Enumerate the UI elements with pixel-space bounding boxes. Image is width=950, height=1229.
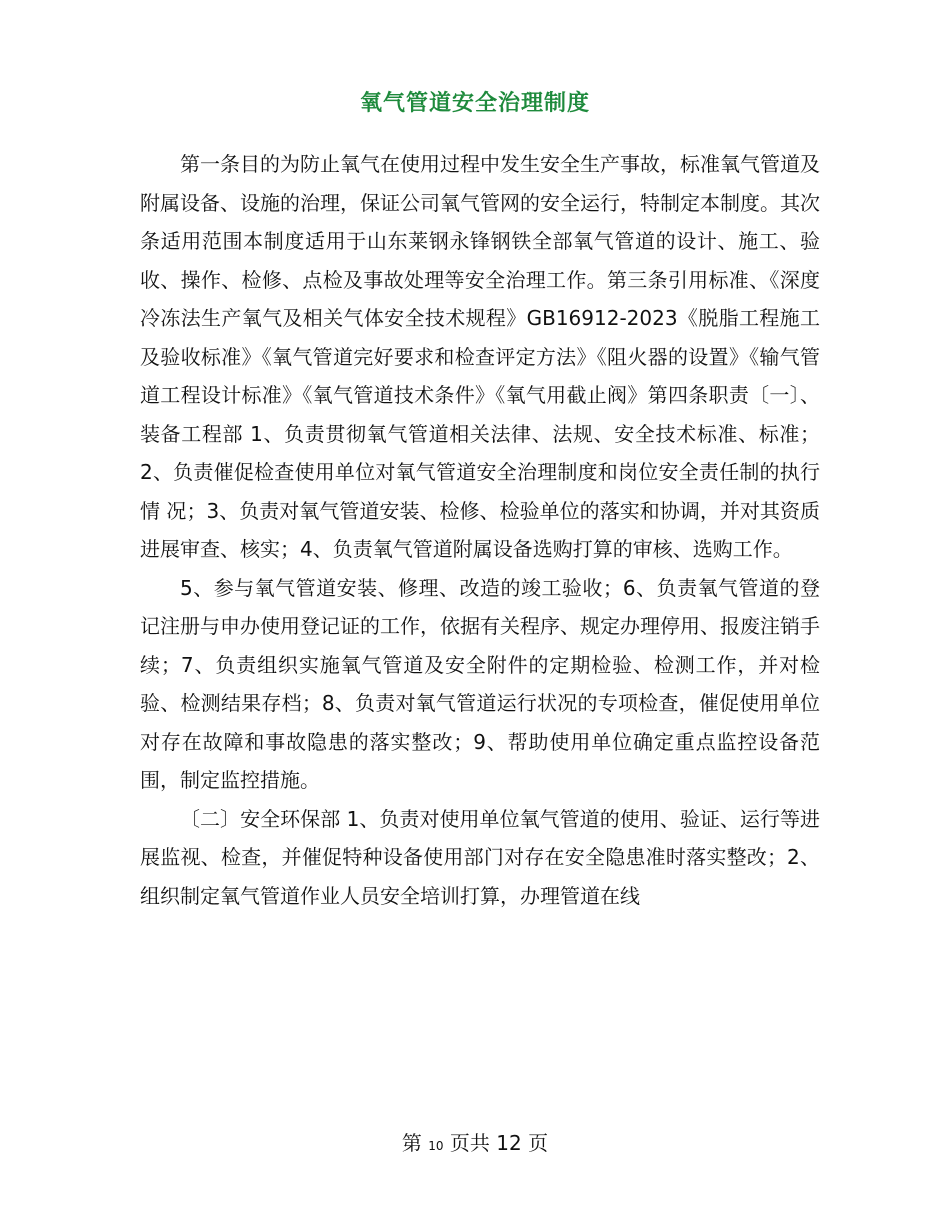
page-footer [0,1128,950,1161]
current-page-number: 10 [428,1139,444,1153]
document-title: 氧气管道安全治理制度 [359,91,590,116]
document-body [140,145,820,915]
footer-middle: 页共 [449,1131,490,1155]
body-paragraph: 第一条目的为防止氧气在使用过程中发生安全生产事故，标准氧气管道及附属设备、设施的治理，保证公司氧气管网的安全运行，特制定本制度。其次条适用范围本制度适用于山东莱钢永锋钢铁全部氧气管道的设计、施工、验收、操作、检修、点检及事故处理等安全治理工作。第三条引用标准、《深度冷冻法生产氧气及相关气体安全技术规程》GB16912-2023《脱脂工程施工及验收标准》《氧气管道完好要求和检查评定方法》《阻火器的设置》《输气管道工程设计标准》《氧气管道技术条件》《氧气用截止阀》第四条职责〔一〕、装备工程部 1、负责贯彻氧气管道相关法律、法规、安全技术标准、标准；2、负责催促检查使用单位对氧气管道安全治理制度和岗位安全责任制的执行情 况；3、负责对氧气管道安装、检修、检验单位的落实和协调，并对其资质进展审查、核实；4、负责氧气管道附属设备选购打算的审核、选购工作。 [140,152,820,561]
body-paragraph: 〔二〕安全环保部 1、负责对使用单位氧气管道的使用、验证、运行等进展监视、检查，并催促特种设备使用部门对存在安全隐患准时落实整改；2、组织制定氧气管道作业人员安全培训打算，办理管道在线 [140,806,820,908]
footer-prefix: 第 [401,1131,422,1155]
body-paragraph: 5、参与氧气管道安装、修理、改造的竣工验收；6、负责氧气管道的登记注册与申办使用登记证的工作，依据有关程序、规定办理停用、报废注销手续；7、负责组织实施氧气管道及安全附件的定期检验、检测工作，并对检验、检测结果存档；8、负责对氧气管道运行状况的专项检查，催促使用单位对存在故障和事故隐患的落实整改；9、帮助使用单位确定重点监控设备范围，制定监控措施。 [140,575,820,792]
footer-suffix: 页 [528,1131,549,1155]
total-pages-number: 12 [496,1131,522,1155]
